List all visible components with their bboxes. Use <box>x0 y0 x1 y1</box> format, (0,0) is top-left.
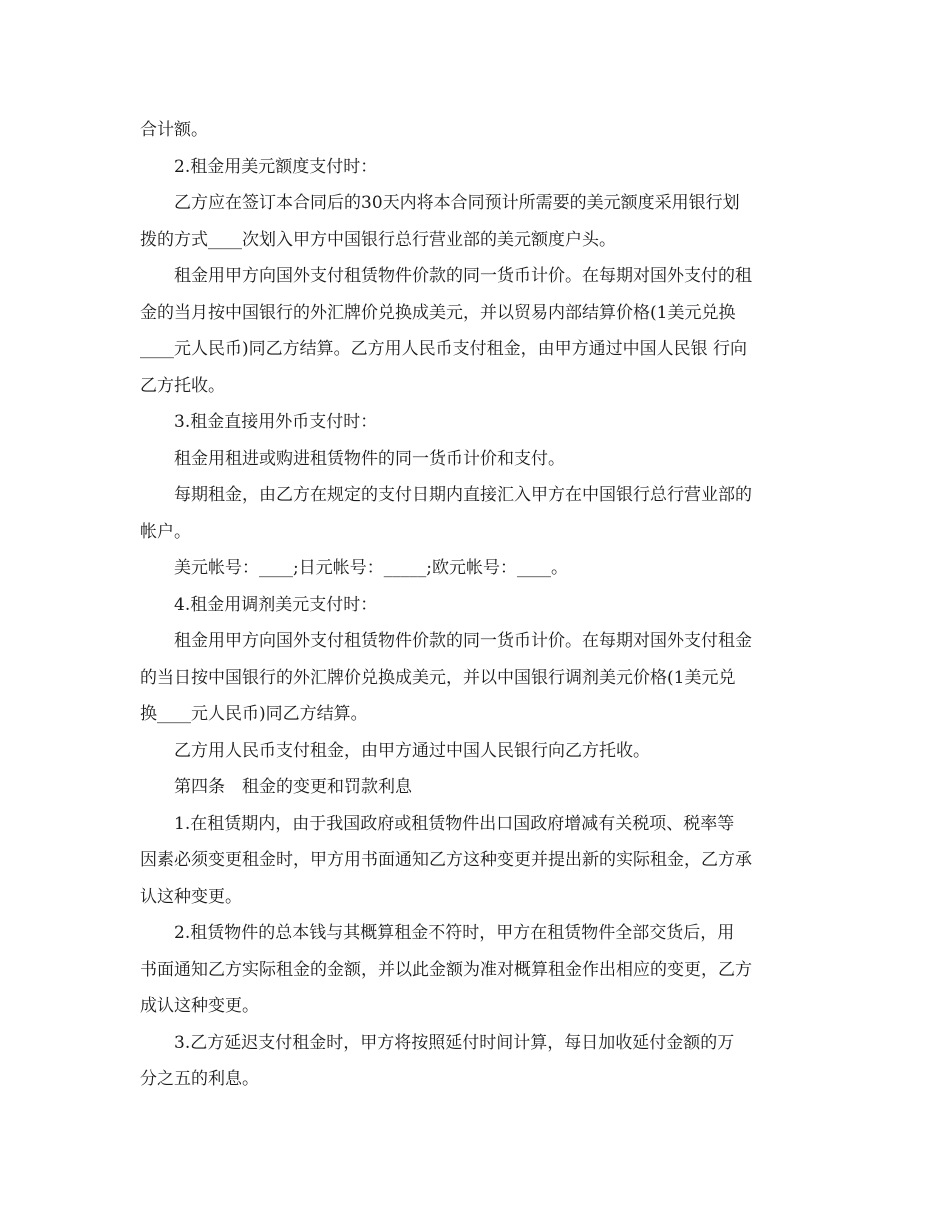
paragraph <box>140 915 812 1025</box>
paragraph <box>140 733 812 770</box>
paragraph <box>140 550 812 587</box>
text-line: 3.租金直接用外币支付时： <box>174 412 378 432</box>
text-line: 换____元人民币)同乙方结算。 <box>140 704 368 724</box>
text-line: ____元人民币)同乙方结算。乙方用人民币支付租金，由甲方通过中国人民银 行向 <box>140 339 748 359</box>
text-line: 2.租赁物件的总本钱与其概算租金不符时，甲方在租赁物件全部交货后，用 <box>174 923 735 943</box>
text-line: 金的当月按中国银行的外汇牌价兑换成美元，并以贸易内部结算价格(1美元兑换 <box>140 302 736 323</box>
text-line: 租金用租进或购进租赁物件的同一货币计价和支付。 <box>174 448 565 469</box>
paragraph <box>140 477 812 550</box>
text-line: 帐户。 <box>140 521 191 542</box>
text-line: 乙方应在签订本合同后的30天内将本合同预计所需要的美元额度采用银行划 <box>174 193 740 213</box>
paragraph <box>140 149 812 186</box>
text-line: 2.租金用美元额度支付时： <box>174 156 378 177</box>
text-line: 的当日按中国银行的外汇牌价兑换成美元，并以中国银行调剂美元价格(1美元兑 <box>140 667 736 688</box>
text-line: 拨的方式____次划入甲方中国银行总行营业部的美元额度户头。 <box>140 229 616 250</box>
text-line: 1.在租赁期内，由于我国政府或租赁物件出口国政府增减有关税项、税率等 <box>174 813 735 834</box>
paragraph <box>140 587 812 624</box>
text-line: 合计额。 <box>140 120 208 140</box>
text-line: 美元帐号：____;日元帐号：_____;欧元帐号：____。 <box>174 558 568 578</box>
paragraph <box>140 441 812 478</box>
paragraph <box>140 185 812 258</box>
paragraph <box>140 404 812 441</box>
paragraph <box>140 112 812 149</box>
text-line: 租金用甲方向国外支付租赁物件价款的同一货币计价。在每期对国外支付租金 <box>174 631 752 651</box>
paragraph <box>140 623 812 733</box>
text-line: 4.租金用调剂美元支付时： <box>174 594 378 615</box>
text-line: 第四条 租金的变更和罚款利息 <box>174 777 412 797</box>
paragraph <box>140 258 812 404</box>
text-line: 分之五的利息。 <box>140 1069 259 1089</box>
text-line: 成认这种变更。 <box>140 996 259 1016</box>
text-line: 认这种变更。 <box>140 886 242 907</box>
text-line: 每期租金，由乙方在规定的支付日期内直接汇入甲方在中国银行总行营业部的 <box>174 485 752 505</box>
text-line: 乙方用人民币支付租金，由甲方通过中国人民银行向乙方托收。 <box>174 740 650 761</box>
document-body <box>140 112 812 1098</box>
text-line: 书面通知乙方实际租金的金额，并以此金额为准对概算租金作出相应的变更，乙方 <box>140 959 752 980</box>
paragraph <box>140 806 812 916</box>
text-line: 乙方托收。 <box>140 375 225 396</box>
paragraph <box>140 769 812 806</box>
text-line: 租金用甲方向国外支付租赁物件价款的同一货币计价。在每期对国外支付的租 <box>174 266 752 286</box>
paragraph <box>140 1025 812 1098</box>
text-line: 因素必须变更租金时，甲方用书面通知乙方这种变更并提出新的实际租金，乙方承 <box>140 850 752 870</box>
text-line: 3.乙方延迟支付租金时，甲方将按照延付时间计算，每日加收延付金额的万 <box>174 1032 735 1053</box>
